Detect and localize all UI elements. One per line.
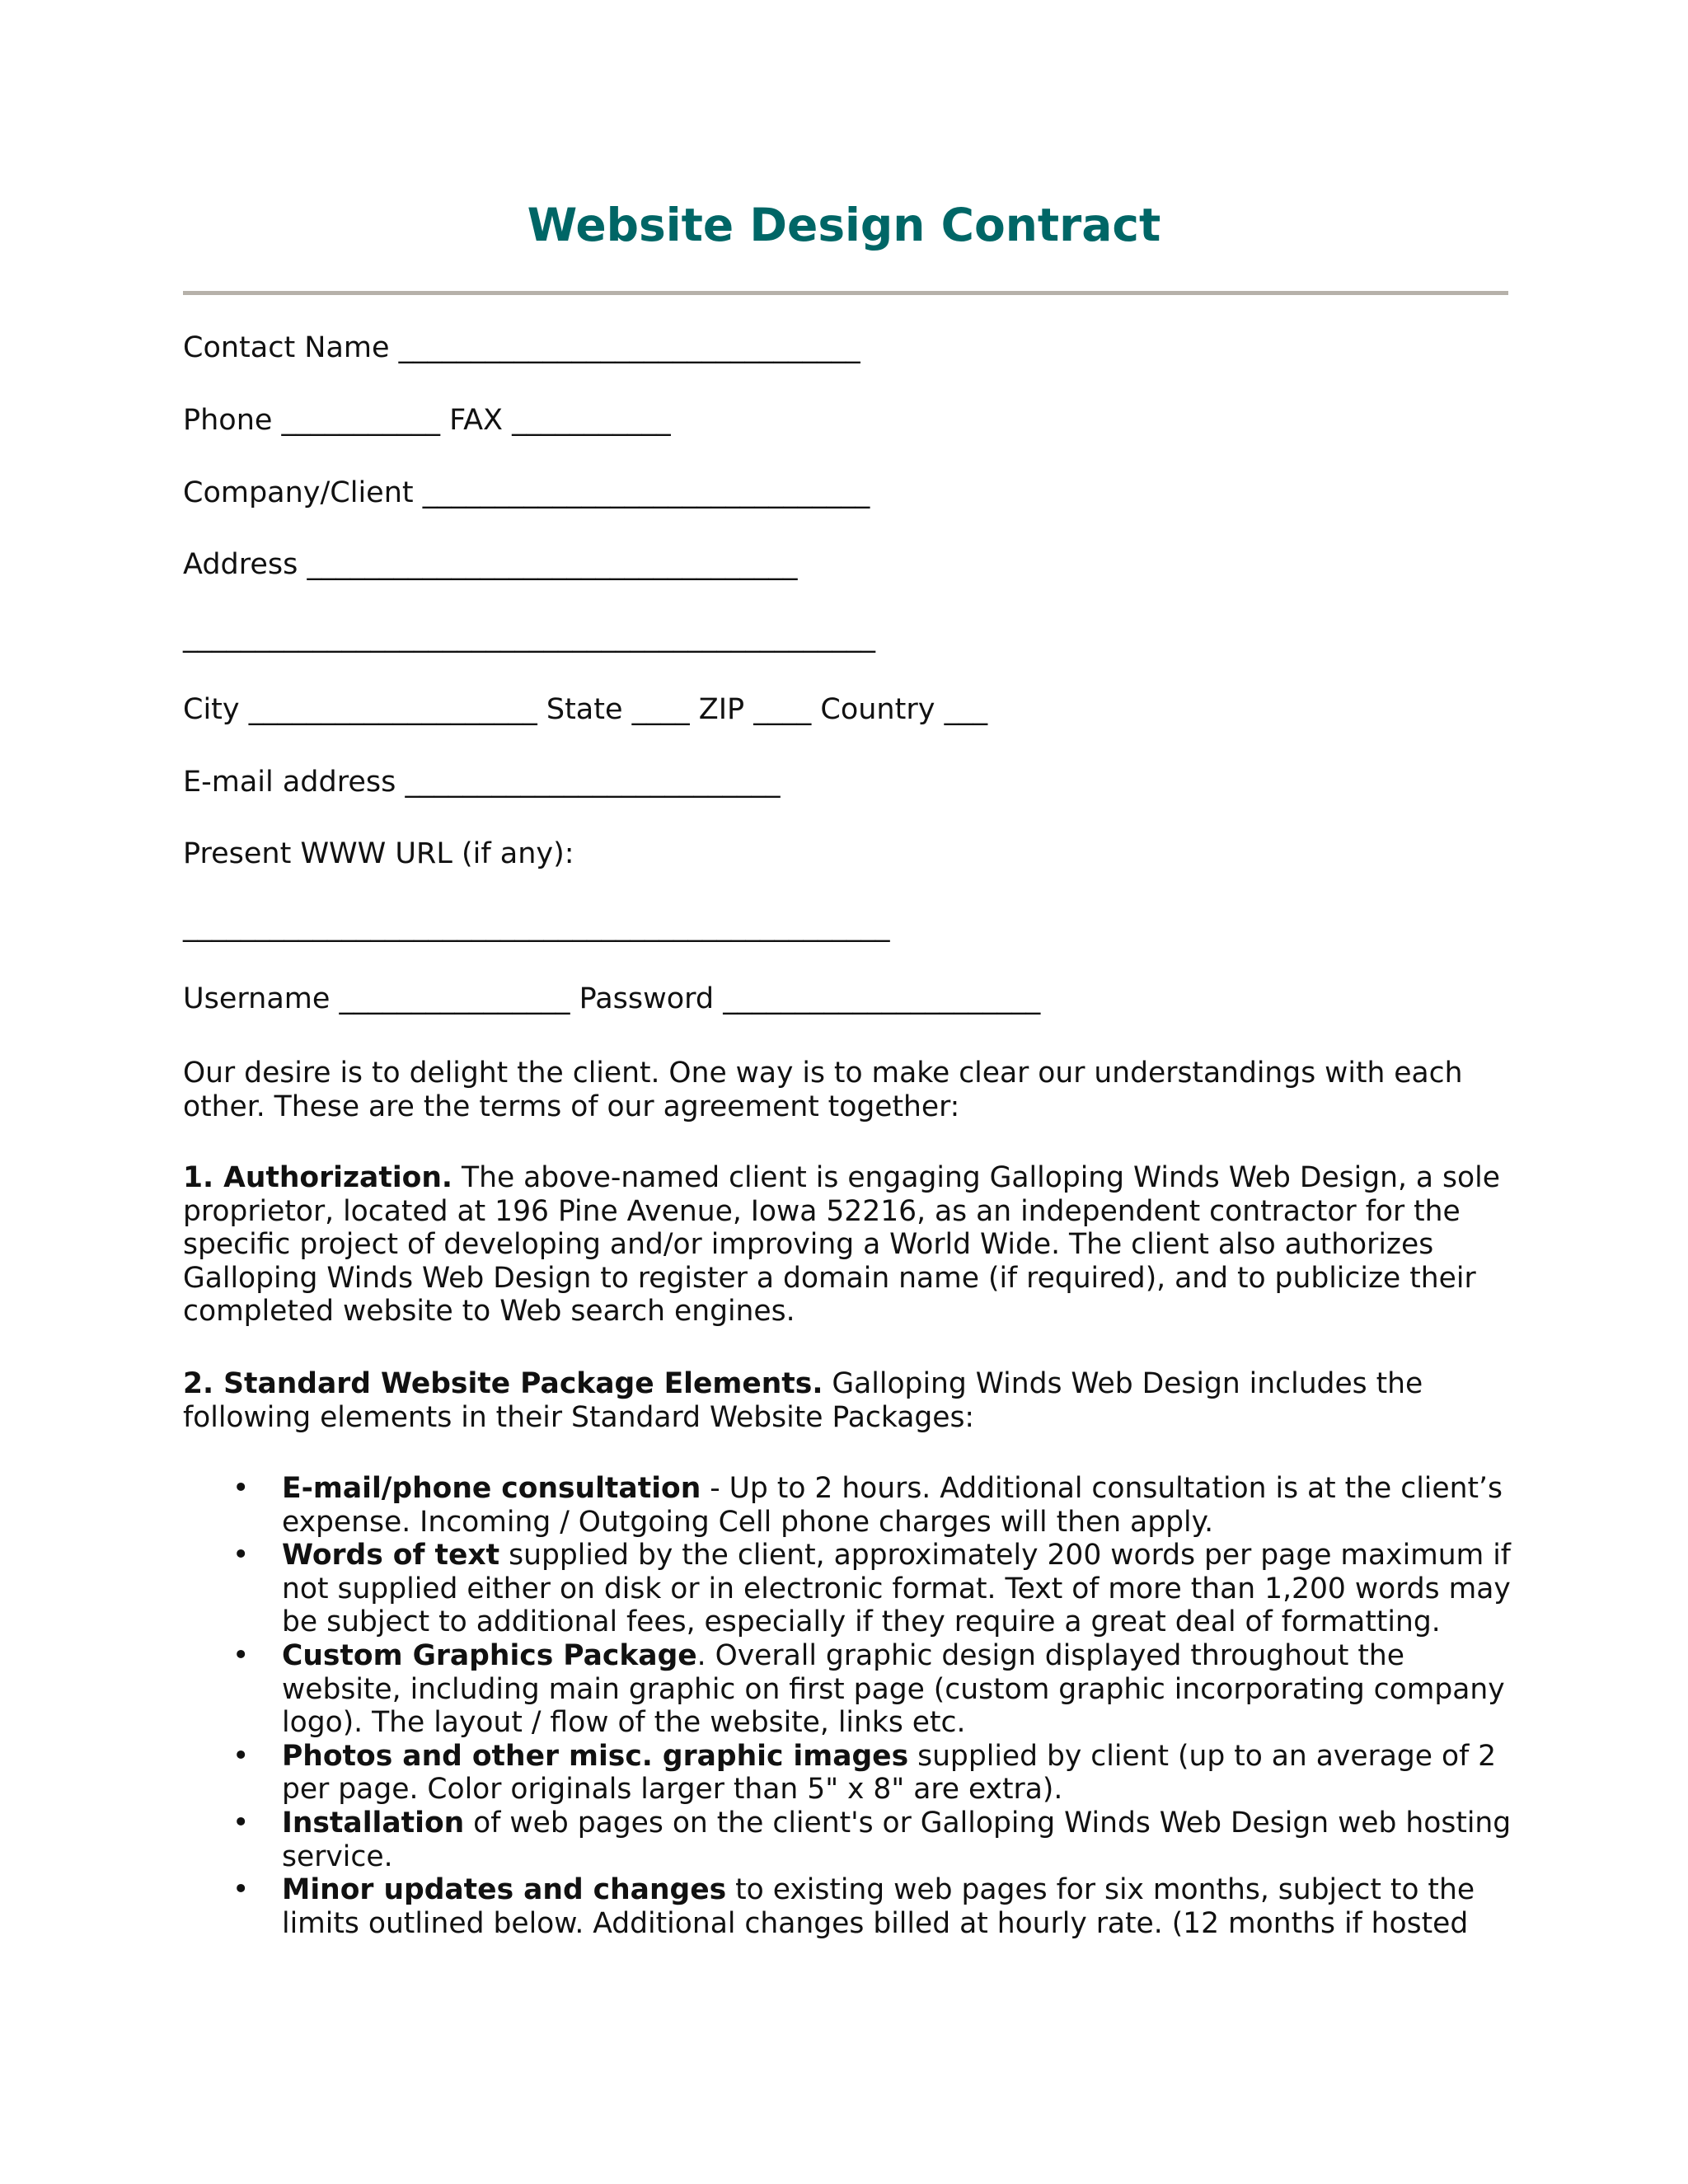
- present-url-line: _________________________________________________: [183, 910, 890, 943]
- bullet-icon: •: [232, 1739, 250, 1773]
- contact-name-field: Contact Name ________________________________: [183, 331, 860, 364]
- package-elements-list: [183, 1472, 1518, 1940]
- address-field: Address __________________________________: [183, 548, 798, 581]
- page-title: Website Design Contract: [527, 199, 1161, 251]
- bullet-icon: •: [232, 1806, 250, 1840]
- section-text: Galloping Winds Web Design includes the following elements in their Standard Website Packages:: [183, 1367, 1423, 1434]
- title-divider: [183, 291, 1508, 295]
- section-authorization: [183, 1161, 1518, 1329]
- list-item: [183, 1539, 1518, 1639]
- item-title: Installation: [282, 1806, 465, 1840]
- list-item: [183, 1740, 1518, 1807]
- bullet-icon: •: [232, 1539, 250, 1572]
- phone-fax-field: Phone ___________ FAX ___________: [183, 404, 671, 437]
- present-url-label: Present WWW URL (if any):: [183, 837, 574, 870]
- company-client-field: Company/Client _______________________________: [183, 476, 870, 509]
- item-text: - Up to 2 hours. Additional consultation is at the client’s expense. Incoming / Outgoing Cell phone charges will then apply.: [282, 1472, 1503, 1539]
- email-address-field: E-mail address __________________________: [183, 766, 781, 799]
- city-state-zip-country-field: City ____________________ State ____ ZIP ____ Country ___: [183, 693, 988, 726]
- item-text: . Overall graphic design displayed throughout the website, including main graphic on first page (custom graphic incorporating company logo). The layout / flow of the website, links etc.: [282, 1638, 1505, 1740]
- list-item: [183, 1472, 1518, 1539]
- item-text: to existing web pages for six months, subject to the limits outlined below. Additional changes billed at hourly rate. (12 months if hosted: [282, 1873, 1475, 1940]
- section-heading: 2. Standard Website Package Elements.: [183, 1367, 823, 1400]
- item-title: Photos and other misc. graphic images: [282, 1739, 909, 1773]
- item-title: Minor updates and changes: [282, 1873, 727, 1907]
- list-item: [183, 1639, 1518, 1740]
- item-title: E-mail/phone consultation: [282, 1472, 701, 1505]
- section-heading: 1. Authorization.: [183, 1161, 453, 1194]
- item-title: Words of text: [282, 1539, 500, 1572]
- list-item: [183, 1807, 1518, 1873]
- bullet-icon: •: [232, 1873, 250, 1907]
- username-password-field: Username ________________ Password ______________________: [183, 982, 1041, 1015]
- section-package-elements: [183, 1367, 1518, 1434]
- item-text: of web pages on the client's or Galloping Winds Web Design web hosting service.: [282, 1806, 1512, 1873]
- item-title: Custom Graphics Package: [282, 1638, 697, 1672]
- bullet-icon: •: [232, 1472, 250, 1505]
- list-item: [183, 1873, 1518, 1940]
- item-text: supplied by the client, approximately 200 words per page maximum if not supplied either on disk or in electronic format. Text of more than 1,200 words may be subject to additional fees, especially if they require a great deal of formatting.: [282, 1539, 1511, 1639]
- address-line-2: ________________________________________________: [183, 621, 875, 654]
- intro-paragraph: Our desire is to delight the client. One way is to make clear our understandings with each other. These are the terms of our agreement together:: [183, 1057, 1463, 1123]
- section-text: The above-named client is engaging Galloping Winds Web Design, a sole proprietor, located at 196 Pine Avenue, Iowa 52216, as an independent contractor for the specific project of developing and/or improving a World Wide. The client also authorizes Galloping Winds Web Design to register a domain name (if required), and to publicize their completed website to Web search engines.: [183, 1161, 1500, 1329]
- item-text: supplied by client (up to an average of 2 per page. Color originals larger than 5" x 8" are extra).: [282, 1739, 1497, 1807]
- bullet-icon: •: [232, 1638, 250, 1672]
